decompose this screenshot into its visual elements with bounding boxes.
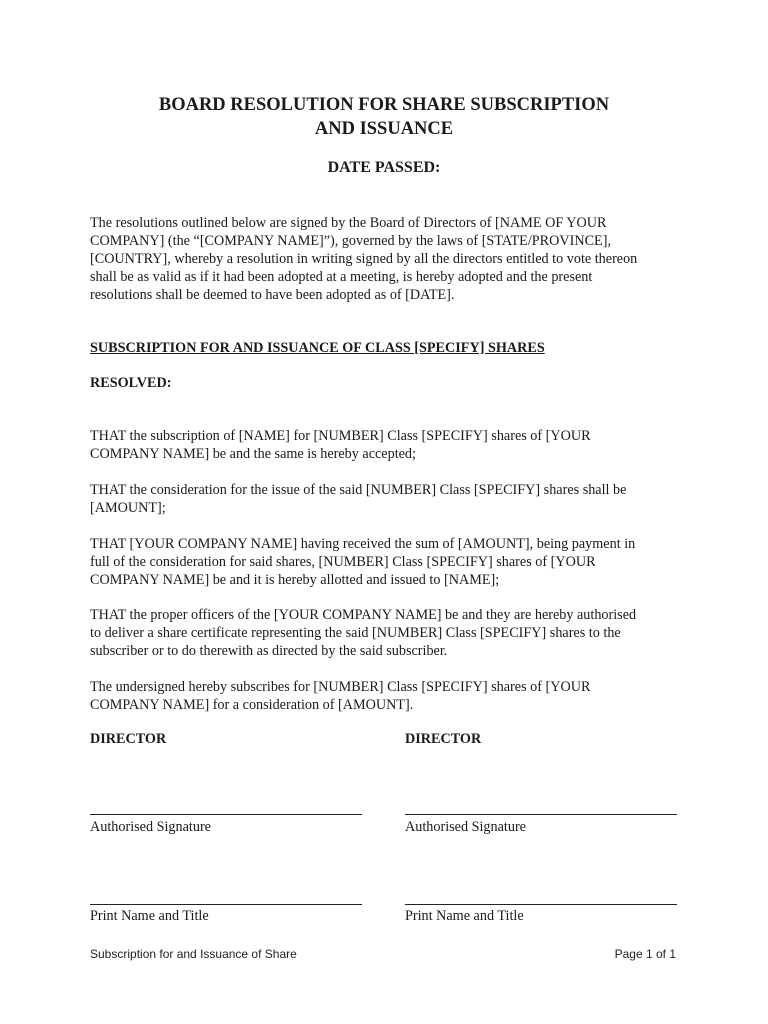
- undersigned-line: The undersigned hereby subscribes for [NUMBER] Class [SPECIFY] shares of [YOUR: [90, 679, 591, 695]
- intro-line: COMPANY] (the “[COMPANY NAME]”), governed by the laws of [STATE/PROVINCE],: [90, 233, 611, 249]
- clause-4: [90, 606, 690, 660]
- clause-line: to deliver a share certificate representing the said [NUMBER] Class [SPECIFY] shares to the: [90, 625, 621, 641]
- clause-line: THAT [YOUR COMPANY NAME] having received the sum of [AMOUNT], being payment in: [90, 536, 636, 552]
- authorised-signature-label: Authorised Signature: [405, 819, 526, 835]
- clause-line: COMPANY NAME] be and the same is hereby accepted;: [90, 446, 416, 462]
- title-line-1: BOARD RESOLUTION FOR SHARE SUBSCRIPTION: [158, 95, 610, 115]
- undersigned-line: COMPANY NAME] for a consideration of [AMOUNT].: [90, 697, 414, 713]
- clause-2: [90, 481, 690, 517]
- clause-line: COMPANY NAME] be and it is hereby allotted and issued to [NAME];: [90, 572, 500, 588]
- authorised-signature-label: Authorised Signature: [90, 819, 211, 835]
- signature-line: [405, 814, 677, 815]
- section-heading: SUBSCRIPTION FOR AND ISSUANCE OF CLASS [SPECIFY] SHARES: [90, 340, 545, 356]
- print-name-title-label: Print Name and Title: [90, 908, 209, 924]
- intro-line: shall be as valid as if it had been adopted at a meeting, is hereby adopted and the present: [90, 269, 593, 285]
- signature-block-right: [405, 730, 677, 930]
- clause-line: THAT the consideration for the issue of the said [NUMBER] Class [SPECIFY] shares shall be: [90, 482, 627, 498]
- clause-line: [AMOUNT];: [90, 500, 166, 516]
- intro-line: resolutions shall be deemed to have been adopted as of [DATE].: [90, 287, 455, 303]
- clause-line: full of the consideration for said shares, [NUMBER] Class [SPECIFY] shares of [YOUR: [90, 554, 596, 570]
- director-heading: DIRECTOR: [90, 731, 167, 747]
- clause-1: [90, 427, 690, 463]
- name-title-line: [405, 904, 677, 905]
- resolved-label: RESOLVED:: [90, 375, 172, 391]
- document-title: [0, 93, 768, 141]
- footer-page-number: Page 1 of 1: [614, 947, 676, 961]
- date-passed-heading: DATE PASSED:: [327, 159, 441, 176]
- undersigned-paragraph: [90, 678, 690, 714]
- name-title-line: [90, 904, 362, 905]
- intro-paragraph: [90, 214, 690, 304]
- title-line-2: AND ISSUANCE: [314, 119, 454, 139]
- footer-document-name: Subscription for and Issuance of Share: [90, 947, 297, 961]
- clause-line: THAT the proper officers of the [YOUR COMPANY NAME] be and they are hereby authorised: [90, 607, 637, 623]
- clause-3: [90, 535, 690, 589]
- signature-line: [90, 814, 362, 815]
- clause-line: subscriber or to do therewith as directed by the said subscriber.: [90, 643, 448, 659]
- signature-block-left: [90, 730, 362, 930]
- clause-line: THAT the subscription of [NAME] for [NUMBER] Class [SPECIFY] shares of [YOUR: [90, 428, 591, 444]
- director-heading: DIRECTOR: [405, 731, 482, 747]
- intro-line: [COUNTRY], whereby a resolution in writing signed by all the directors entitled to vote thereon: [90, 251, 638, 267]
- print-name-title-label: Print Name and Title: [405, 908, 524, 924]
- intro-line: The resolutions outlined below are signed by the Board of Directors of [NAME OF YOUR: [90, 215, 607, 231]
